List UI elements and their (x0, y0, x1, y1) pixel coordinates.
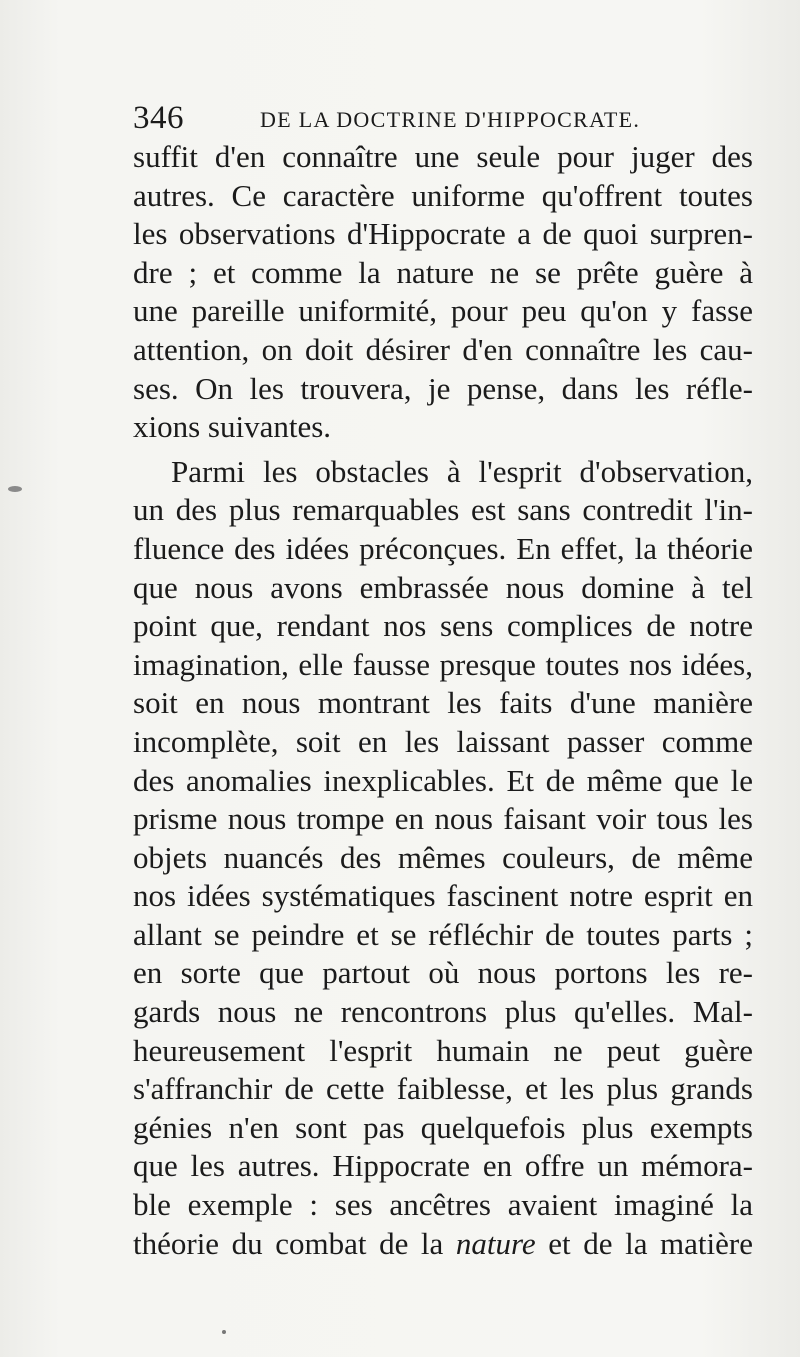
body-text (133, 138, 753, 1263)
text-line: Parmi les obstacles à l'esprit d'observation, (171, 453, 753, 489)
text-line: suffit d'en connaître une seule pour juger des (133, 139, 753, 174)
text-line: s'affranchir de cette faiblesse, et les plus grands (133, 1071, 753, 1107)
text-line: attention, on doit désirer d'en connaître les cau- (133, 331, 753, 367)
text-line: prisme nous trompe en nous faisant voir tous les (133, 801, 753, 837)
text-line: objets nuancés des mêmes couleurs, de même (133, 839, 753, 875)
text-line: xions suivantes. (133, 409, 332, 445)
text-line: point que, rendant nos sens complices de notre (133, 608, 753, 644)
running-head: DE LA DOCTRINE D'HIPPOCRATE. (260, 107, 641, 132)
text-line: une pareille uniformité, pour peu qu'on y fasse (133, 293, 753, 329)
text-line: autres. Ce caractère uniforme qu'offrent toutes (133, 177, 753, 213)
text-line: que nous avons embrassée nous domine à tel (133, 569, 753, 605)
page-number: 346 (133, 100, 184, 136)
text-line: que les autres. Hippocrate en offre un mémora- (133, 1148, 753, 1184)
text-line: incomplète, soit en les laissant passer comme (133, 723, 753, 759)
text-line: imagination, elle fausse presque toutes nos idées, (133, 646, 753, 682)
paper-speck (8, 486, 22, 492)
text-line: les observations d'Hippocrate a de quoi surpren- (133, 216, 753, 252)
text-segment: théorie du combat de la (133, 1225, 456, 1261)
text-line: en sorte que partout où nous portons les re- (133, 955, 753, 991)
text-line: génies n'en sont pas quelquefois plus exempts (133, 1109, 753, 1145)
text-line: soit en nous montrant les faits d'une manière (133, 685, 753, 721)
text-line: heureusement l'esprit humain ne peut guère (133, 1032, 753, 1068)
text-line: dre ; et comme la nature ne se prête guère à (133, 254, 753, 290)
text-line-with-italic (133, 1225, 753, 1264)
text-line: ble exemple : ses ancêtres avaient imaginé la (133, 1187, 753, 1223)
text-line: allant se peindre et se réfléchir de toutes parts ; (133, 916, 753, 952)
text-line: gards nous ne rencontrons plus qu'elles. Mal- (133, 994, 753, 1030)
italic-word: nature (455, 1225, 536, 1261)
text-line: un des plus remarquables est sans contredit l'in- (133, 492, 753, 528)
text-line: fluence des idées préconçues. En effet, la théorie (133, 530, 753, 566)
text-line: des anomalies inexplicables. Et de même que le (133, 762, 753, 798)
text-segment: et de la matière (535, 1225, 753, 1261)
paper-speck (222, 1330, 226, 1334)
page-header (133, 96, 773, 140)
text-line: ses. On les trouvera, je pense, dans les réfle- (133, 370, 753, 406)
text-line: nos idées systématiques fascinent notre esprit en (133, 878, 753, 914)
